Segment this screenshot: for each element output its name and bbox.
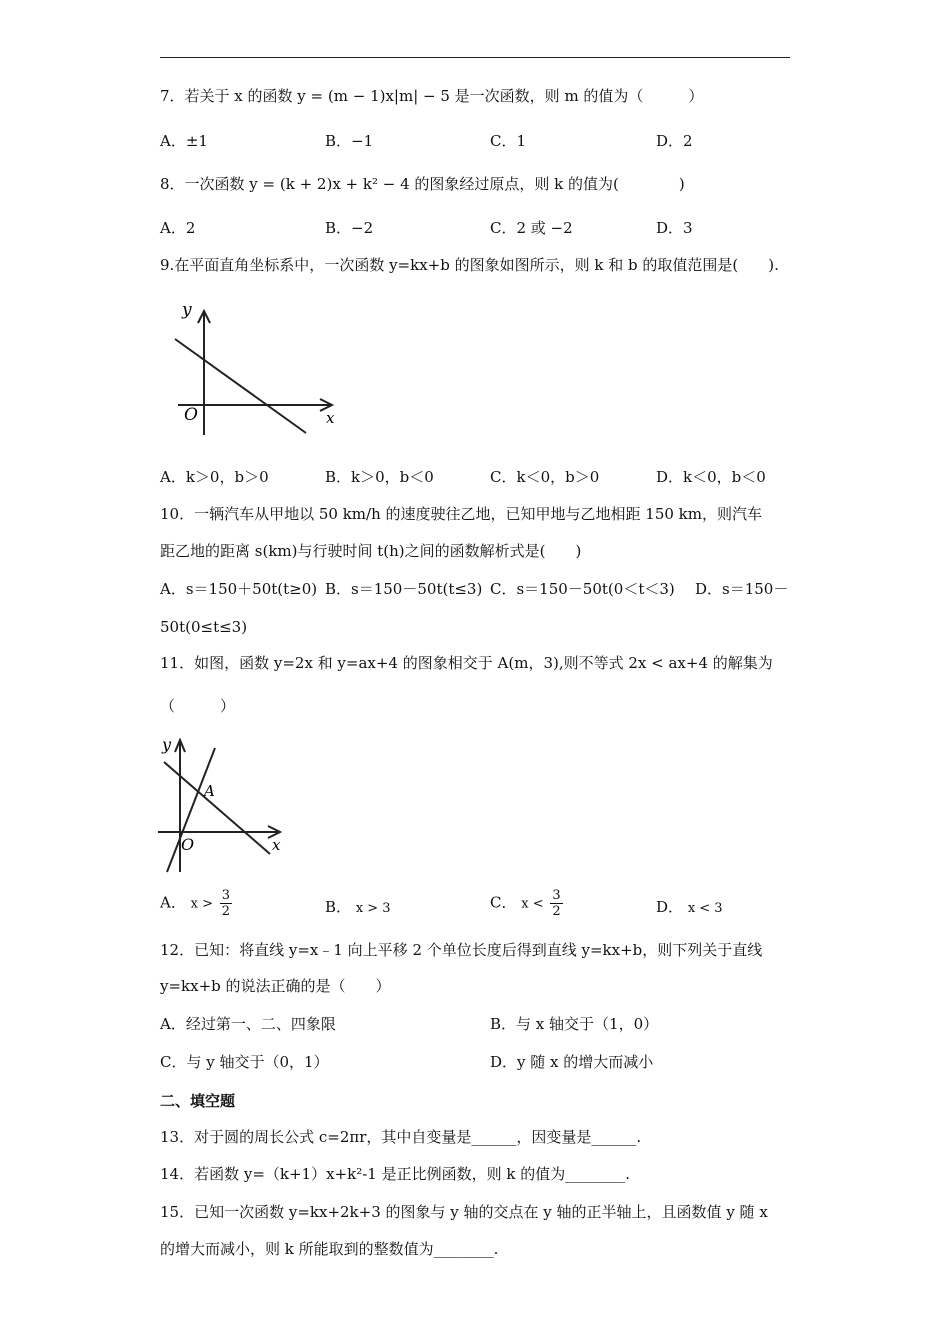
q12-option-b: B．与 x 轴交于（1，0）	[490, 1015, 659, 1033]
q11-paren: （ ）	[160, 697, 236, 715]
q12-stem-line1: 12．已知：将直线 y=x﹣1 向上平移 2 个单位长度后得到直线 y=kx+b，则下列关于直线	[160, 941, 763, 959]
q9-option-d: D．k＜0，b＜0	[656, 468, 766, 486]
q7-option-a: A．±1	[160, 132, 208, 150]
q8-option-b: B．−2	[325, 219, 374, 237]
q9-option-c: C．k＜0，b＞0	[490, 468, 600, 486]
section2-title: 二、填空题	[160, 1092, 236, 1110]
q12-stem-line2: y=kx+b 的说法正确的是（ ）	[160, 977, 391, 995]
q7-stem: 7．若关于 x 的函数 y = (m − 1)x|m| − 5 是一次函数，则 m 的值为（ ）	[160, 87, 704, 105]
q10-option-c: C．s＝150－50t(0＜t＜3)	[490, 580, 675, 598]
q11-stem: 11．如图，函数 y=2x 和 y=ax+4 的图象相交于 A(m，3),则不等式 2x < ax+4 的解集为	[160, 654, 773, 672]
q11-graph	[150, 730, 300, 880]
q7-option-c: C．1	[490, 132, 527, 150]
q12-option-a: A．经过第一、二、四象限	[160, 1015, 336, 1033]
q8-option-c: C．2 或 −2	[490, 219, 573, 237]
q8-option-a: A．2	[160, 219, 196, 237]
q10-stem-line2: 距乙地的距离 s(km)与行驶时间 t(h)之间的函数解析式是( )	[160, 542, 582, 560]
q7-option-b: B．−1	[325, 132, 374, 150]
q11-option-a: A． x > $\frac{3}{2}$	[160, 888, 231, 919]
q13-text: 13．对于圆的周长公式 c=2πr，其中自变量是______，因变量是______.	[160, 1128, 642, 1146]
header-rule	[160, 57, 790, 58]
q7-option-d: D．2	[656, 132, 693, 150]
q9-option-a: A．k＞0，b＞0	[160, 468, 269, 486]
q8-stem: 8．一次函数 y = (k + 2)x + k² − 4 的图象经过原点，则 k 的值为( )	[160, 175, 685, 193]
q11-origin-label: O	[181, 835, 195, 854]
q9-x-label: x	[326, 409, 335, 427]
q11-point-a-label: A	[204, 782, 215, 800]
q9-option-b: B．k＞0，b＜0	[325, 468, 434, 486]
q11-y-label: y	[162, 735, 172, 754]
q12-option-c: C．与 y 轴交于（0，1）	[160, 1053, 329, 1071]
q12-option-d: D．y 随 x 的增大而减小	[490, 1053, 654, 1071]
q10-option-d: D．s＝150－	[695, 580, 789, 598]
q15-line1: 15．已知一次函数 y=kx+2k+3 的图象与 y 轴的交点在 y 轴的正半轴上，且函数值 y 随 x	[160, 1203, 768, 1221]
q11-x-label: x	[272, 836, 281, 854]
q14-text: 14．若函数 y=（k+1）x+k²-1 是正比例函数，则 k 的值为________.	[160, 1165, 631, 1183]
q8-option-d: D．3	[656, 219, 693, 237]
q9-graph	[160, 295, 350, 445]
q11-option-d: D． x < 3	[656, 898, 723, 916]
q9-origin-label: O	[184, 405, 198, 425]
q15-line2: 的增大而减小，则 k 所能取到的整数值为________.	[160, 1240, 499, 1258]
q10-option-d-cont: 50t(0≤t≤3)	[160, 618, 248, 636]
q10-option-a: A．s＝150＋50t(t≥0)	[160, 580, 318, 598]
q9-y-label: y	[182, 300, 192, 320]
q10-option-b: B．s＝150－50t(t≤3)	[325, 580, 483, 598]
q11-option-c: C． x < $\frac{3}{2}$	[490, 888, 561, 919]
q9-stem: 9.在平面直角坐标系中，一次函数 y=kx+b 的图象如图所示，则 k 和 b 的取值范围是( ).	[160, 256, 779, 274]
q11-option-b: B． x > 3	[325, 898, 391, 916]
q10-stem-line1: 10．一辆汽车从甲地以 50 km/h 的速度驶往乙地，已知甲地与乙地相距 150 km，则汽车	[160, 505, 762, 523]
